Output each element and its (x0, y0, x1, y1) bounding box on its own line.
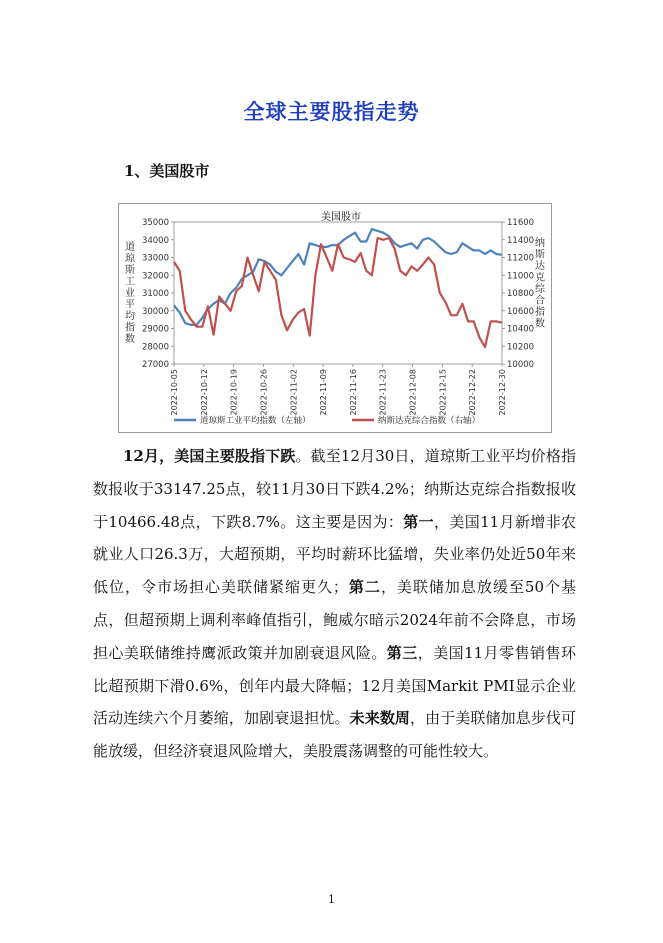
y-tick-left: 34000 (141, 235, 169, 246)
x-tick-label: 2022-12-15 (438, 369, 448, 416)
y-axis-label-right (535, 236, 546, 330)
body-paragraph (93, 440, 576, 768)
axis-label-char: 纳 (535, 238, 545, 249)
x-tick-label: 2022-11-16 (348, 369, 358, 416)
x-tick-label: 2022-12-30 (498, 369, 507, 416)
x-tick-label: 2022-10-26 (259, 369, 269, 416)
y-tick-right: 11600 (507, 218, 535, 228)
text-run: ，美国11月零售销售环比超预期下滑0.6%，创年内最大降幅；12月美国Markit PMI显示企业活动连续六个月萎缩，加剧衰退担忧。 (93, 643, 576, 728)
y-tick-right: 10600 (507, 306, 535, 317)
section-heading: 1、美国股市 (124, 162, 210, 180)
bold-phrase: 第三 (386, 643, 418, 662)
axis-label-char: 斯 (535, 249, 545, 261)
text-run: ，由于美联储加息步伐可能放缓，但经济衰退风险增大，美股震荡调整的可能性较大。 (93, 709, 576, 761)
y-tick-right: 11400 (507, 235, 535, 246)
axis-label-char: 平 (125, 299, 135, 311)
axis-label-char: 均 (125, 311, 135, 322)
x-tick-label: 2022-10-12 (199, 369, 209, 416)
x-tick-label: 2022-11-02 (289, 369, 299, 416)
axis-label-char: 业 (125, 288, 135, 299)
x-tick-label: 2022-11-09 (319, 369, 329, 416)
axis-label-char: 克 (535, 272, 545, 284)
y-tick-left: 29000 (141, 324, 169, 335)
y-tick-right: 10800 (507, 289, 535, 299)
text-run: ，美国11月新增非农就业人口26.3万，大超预期，平均时薪环比猛增，失业率仍处近50年来低位，令市场担心美联储紧缩更久； (93, 512, 577, 597)
x-tick-label: 2022-10-05 (170, 369, 179, 416)
page-number: 1 (328, 893, 335, 906)
legend-entry: 纳斯达克综合指数（右轴） (378, 416, 481, 426)
y-tick-right: 10000 (507, 360, 535, 370)
x-tick-label: 2022-11-23 (378, 369, 388, 416)
bold-phrase: 12月，美国主要股指下跌 (123, 447, 296, 465)
axis-label-char: 指 (535, 307, 545, 318)
axis-label-char: 指 (125, 322, 135, 334)
chart-title: 美国股市 (321, 212, 361, 223)
text-run: 。截至12月30日，道琼斯工业平均价格指数报收于33147.25点，较11月30日下跌4.2%；纳斯达克综合指数报收于10466.48点，下跌8.7%。这主要是因为： (93, 447, 576, 531)
axis-label-char: 工 (125, 276, 135, 288)
y-tick-left: 33000 (141, 253, 169, 264)
text-run: ，美联储加息放缓至50个基点，但超预期上调利率峰值指引，鲍威尔暗示2024年前不会降息，市场担心美联储维持鹰派政策并加剧衰退风险。 (93, 578, 576, 662)
x-tick-label: 2022-12-22 (468, 369, 478, 416)
axis-label-char: 道 (125, 242, 135, 253)
bold-phrase: 第二 (347, 578, 381, 597)
y-tick-left: 32000 (141, 271, 169, 282)
axis-label-char: 合 (535, 295, 545, 307)
y-axis-label-left (125, 240, 136, 345)
x-tick-label: 2022-12-08 (408, 369, 418, 416)
y-tick-left: 27000 (141, 360, 169, 370)
y-tick-left: 28000 (141, 342, 169, 353)
axis-label-char: 达 (535, 261, 545, 272)
bold-phrase: 未来数周 (349, 709, 411, 728)
line-chart (119, 204, 551, 432)
axis-label-char: 综 (535, 284, 545, 295)
y-tick-right: 11000 (507, 271, 535, 282)
legend-entry: 道琼斯工业平均指数（左轴） (200, 416, 311, 426)
x-tick-label: 2022-10-19 (229, 369, 239, 416)
axis-label-char: 数 (535, 318, 545, 330)
page-title: 全球主要股指走势 (243, 99, 420, 124)
chart-container (118, 203, 552, 433)
axis-label-char: 斯 (125, 265, 135, 276)
y-tick-right: 11200 (507, 253, 535, 264)
y-tick-left: 31000 (141, 289, 169, 299)
y-tick-right: 10400 (507, 324, 535, 335)
y-tick-left: 35000 (141, 218, 169, 228)
y-tick-left: 30000 (141, 306, 169, 317)
axis-label-char: 琼 (125, 253, 135, 265)
axis-label-char: 数 (125, 334, 135, 345)
bold-phrase: 第一 (403, 512, 434, 531)
y-tick-right: 10200 (507, 342, 535, 353)
